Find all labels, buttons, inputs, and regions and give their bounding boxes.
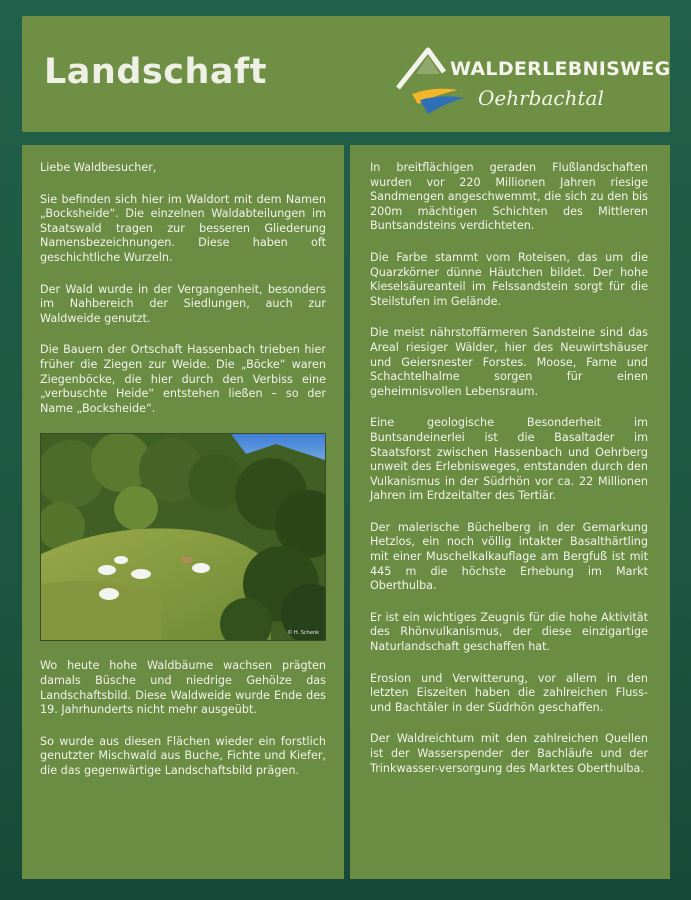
paragraph: So wurde aus diesen Flächen wieder ein forstlich genutzter Mischwald aus Buche, Fichte und Kiefer, die das gegenwärtige Landschaftsbild prägen. — [40, 734, 326, 777]
logo-line2: Oehrbachtal — [478, 86, 604, 110]
goats-photo — [40, 433, 326, 641]
greeting: Liebe Waldbesucher, — [40, 161, 157, 174]
logo-line1: WALDERLEBNISWEG — [450, 58, 671, 80]
paragraph: In breitflächigen geraden Flußlandschaften wurden vor 220 Millionen Jahren riesige Sandmengen angeschwemmt, die sich zu den bis 200m mächtigen Schichten des Mittleren Buntsandsteins verdichteten. — [370, 161, 648, 233]
goats-on-hillside-image — [41, 434, 325, 640]
paragraph: Er ist ein wichtiges Zeugnis für die hohe Aktivität des Rhönvulkanismus, der diese einzigartige Naturlandschaft geschaffen hat. — [370, 610, 648, 654]
paragraph: Der Waldreichtum mit den zahlreichen Quellen ist der Wasserspender der Bachläufe und der Trinkwasser-versorgung des Marktes Oberthulba. — [370, 732, 648, 775]
left-panel — [22, 145, 344, 879]
paragraph: Sie befinden sich hier im Waldort mit dem Namen „Bocksheide“. Die einzelnen Waldabteilungen im Staatswald tragen zur besseren Gliederung Namensbezeichnungen. Diese haben oft geschichtliche Wurzeln. — [40, 192, 326, 264]
paragraph: Die Farbe stammt vom Roteisen, das um die Quarzkörner dünne Häutchen bildet. Der hohe Kieselsäureanteil im Felssandstein sorgt für die Steilstufen im Gelände. — [370, 250, 648, 308]
paragraph: Der Wald wurde in der Vergangenheit, besonders im Nahbereich der Siedlungen, auch zur Waldweide genutzt. — [40, 282, 326, 325]
paragraph: Eine geologische Besonderheit im Buntsandeinerlei ist die Basaltader im Staatsforst zwischen Hassenbach und Oehrberg unweit des Erlebnisweges, entstanden durch den Vulkanismus in der Südrhön vor ca. 22 Millionen Jahren im Erdzeitalter des Tertiär. — [370, 416, 648, 503]
paragraph: Erosion und Verwitterung, vor allem in den letzten Eiszeiten haben die zahlreichen Fluss- und Bachtäler in der Südrhön geschaffen. — [370, 671, 648, 714]
page-title: Landschaft — [44, 52, 267, 92]
paragraph: Wo heute hohe Waldbäume wachsen prägten damals Büsche und niedrige Gehölze das Landschaftsbild. Diese Waldweide wurde Ende des 19. Jahrhunderts nicht mehr ausgeübt. — [40, 659, 326, 717]
paragraph: Die Bauern der Ortschaft Hassenbach trieben hier früher die Ziegen zur Weide. Die „Böcke“ waren Ziegenböcke, die hier durch den Verbiss eine „verbuschte Heide“ entstehen ließen – so der Name „Bocksheide“. — [40, 343, 326, 415]
walderlebnisweg-logo — [394, 42, 671, 126]
right-panel — [350, 145, 670, 879]
photo-credit: © H. Schenk — [287, 630, 319, 637]
paragraph: Die meist nährstoffärmeren Sandsteine sind das Areal riesiger Wälder, hier des Neuwirtshäuser und Geiersnester Forstes. Moose, Farne und Schachtelhalme sorgen für einen geheimnisvollen Lebensraum. — [370, 326, 648, 398]
header-banner — [22, 16, 670, 132]
paragraph: Der malerische Büchelberg in der Gemarkung Hetzlos, ein noch völlig intakter Basalthärtling mit einer Muschelkalkauflage am Bergfuß ist mit 445 m die höchste Erhebung im Markt Oberthulba. — [370, 520, 648, 593]
